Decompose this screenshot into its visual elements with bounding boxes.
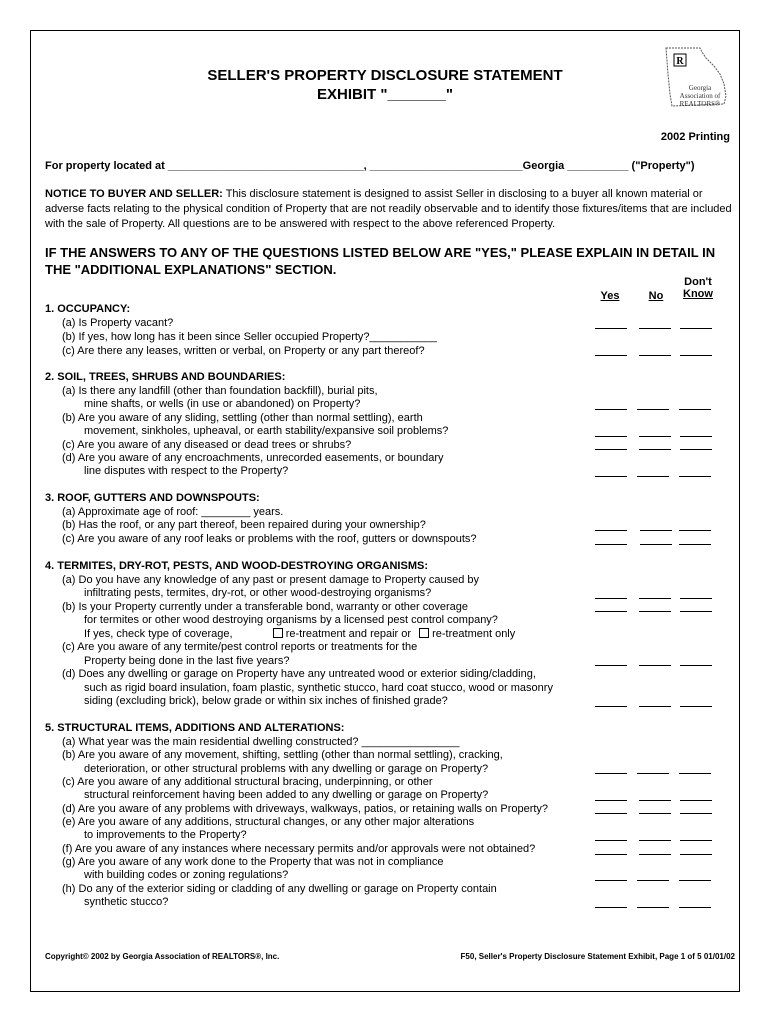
answer-4b-dont-know[interactable] xyxy=(680,611,712,612)
answer-1a-yes[interactable] xyxy=(595,328,627,329)
dont-know-column-header: Don't Know xyxy=(683,276,713,300)
question-5e-line1: (e) Are you aware of any additions, structural changes, or any other major alterations xyxy=(62,816,475,828)
question-5g-line1: (g) Are you aware of any work done to the Property that was not in compliance xyxy=(62,856,444,868)
question-4c-line2: Property being done in the last five years? xyxy=(84,655,290,667)
question-1b: (b) If yes, how long has it been since Seller occupied Property?___________ xyxy=(62,331,437,343)
instruction-heading: IF THE ANSWERS TO ANY OF THE QUESTIONS LISTED BELOW ARE "YES," PLEASE EXPLAIN IN DETAIL IN THE "ADDITIONAL EXPLANATIONS" SECTION. xyxy=(45,245,716,277)
section-termites-title: 4. TERMITES, DRY-ROT, PESTS, AND WOOD-DESTROYING ORGANISMS: xyxy=(45,560,428,572)
answer-5c-dont-know[interactable] xyxy=(680,800,712,801)
answer-1a-no[interactable] xyxy=(639,328,671,329)
question-4d-line2: such as rigid board insulation, foam plastic, synthetic stucco, hard coat stucco, wood or masonry xyxy=(84,682,553,694)
retreatment-repair-checkbox[interactable] xyxy=(273,628,283,638)
coverage-label: If yes, check type of coverage, xyxy=(84,628,233,640)
question-2d-line2: line disputes with respect to the Property? xyxy=(84,465,289,477)
property-line xyxy=(45,160,695,172)
page-info-footer: F50, Seller's Property Disclosure Statement Exhibit, Page 1 of 5 01/01/02 xyxy=(460,952,735,961)
question-2d-line1: (d) Are you aware of any encroachments, unrecorded easements, or boundary xyxy=(62,452,444,464)
question-2c: (c) Are you aware of any diseased or dead trees or shrubs? xyxy=(62,439,352,451)
question-4b-line2: for termites or other wood destroying organisms by a licensed pest control company? xyxy=(84,614,498,626)
question-2a-line1: (a) Is there any landfill (other than foundation backfill), burial pits, xyxy=(62,385,378,397)
answer-4a-dont-know[interactable] xyxy=(680,598,712,599)
answer-5c-yes[interactable] xyxy=(595,800,627,801)
section-occupancy-title: 1. OCCUPANCY: xyxy=(45,303,131,315)
answer-2a-yes[interactable] xyxy=(595,409,627,410)
question-5e-line2: to improvements to the Property? xyxy=(84,829,247,841)
question-5d: (d) Are you aware of any problems with driveways, walkways, patios, or retaining walls on Property? xyxy=(62,803,549,815)
answer-2a-dont-know[interactable] xyxy=(679,409,711,410)
notice-label: NOTICE TO BUYER AND SELLER: xyxy=(45,188,223,200)
answer-5d-yes[interactable] xyxy=(595,813,627,814)
question-5c-line1: (c) Are you aware of any additional structural bracing, underpinning, or other xyxy=(62,776,433,788)
answer-5h-dont-know[interactable] xyxy=(679,907,711,908)
copyright-footer: Copyright© 2002 by Georgia Association of REALTORS®, Inc. xyxy=(45,952,280,961)
answer-5d-dont-know[interactable] xyxy=(680,813,712,814)
notice-paragraph xyxy=(45,187,735,232)
answer-5b-yes[interactable] xyxy=(595,773,627,774)
answer-2c-dont-know[interactable] xyxy=(680,449,712,450)
yes-column-header: Yes xyxy=(600,290,620,302)
property-label: For property located at xyxy=(45,160,165,172)
answer-4d-dont-know[interactable] xyxy=(680,706,712,707)
question-2a-line2: mine shafts, or wells (in use or abandoned) on Property? xyxy=(84,398,361,410)
answer-3b-no[interactable] xyxy=(640,530,672,531)
question-2b-line2: movement, sinkholes, upheaval, or earth stability/expansive soil problems? xyxy=(84,425,449,437)
logo-text: Georgia Association of REALTORS® xyxy=(679,84,721,108)
answer-4b-no[interactable] xyxy=(639,611,671,612)
question-4b-line1: (b) Is your Property currently under a transferable bond, warranty or other coverage xyxy=(62,601,468,613)
question-4b-coverage xyxy=(84,628,515,640)
answer-2b-yes[interactable] xyxy=(595,436,627,437)
answer-5h-yes[interactable] xyxy=(595,907,627,908)
question-2b-line1: (b) Are you aware of any sliding, settling (other than normal settling), earth xyxy=(62,412,423,424)
answer-5f-no[interactable] xyxy=(639,854,671,855)
answer-1a-dont-know[interactable] xyxy=(680,328,712,329)
answer-4c-dont-know[interactable] xyxy=(680,665,712,666)
answer-5h-no[interactable] xyxy=(637,907,669,908)
question-5a: (a) What year was the main residential dwelling constructed? ________________ xyxy=(62,736,460,748)
answer-2b-no[interactable] xyxy=(639,436,671,437)
answer-4b-yes[interactable] xyxy=(595,611,627,612)
answer-2c-no[interactable] xyxy=(639,449,671,450)
no-column-header: No xyxy=(648,290,664,302)
answer-2d-dont-know[interactable] xyxy=(679,476,711,477)
answer-4d-yes[interactable] xyxy=(595,706,627,707)
answer-1c-yes[interactable] xyxy=(595,355,627,356)
question-4a-line1: (a) Do you have any knowledge of any past or present damage to Property caused by xyxy=(62,574,480,586)
question-5h-line2: synthetic stucco? xyxy=(84,896,169,908)
printing-date: 2002 Printing xyxy=(660,131,730,143)
section-soil-title: 2. SOIL, TREES, SHRUBS AND BOUNDARIES: xyxy=(45,371,286,383)
answer-5f-dont-know[interactable] xyxy=(680,854,712,855)
answer-3c-yes[interactable] xyxy=(595,544,627,545)
svg-text:R: R xyxy=(676,56,684,67)
notice-text: This disclosure statement is designed to assist Seller in disclosing to a buyer all known material or adverse facts relating to the physical condition of Property that are not readily observable and to identify those fixtures/items that are included with the sale of Property. All questions are to be answered with respect to the above referenced Property. xyxy=(45,188,732,230)
answer-2c-yes[interactable] xyxy=(595,449,627,450)
question-5h-line1: (h) Do any of the exterior siding or cladding of any dwelling or garage on Property contain xyxy=(62,883,497,895)
question-1a: (a) Is Property vacant? xyxy=(62,317,174,329)
retreatment-repair-label: re-treatment and repair or xyxy=(285,628,412,640)
answer-3b-yes[interactable] xyxy=(595,530,627,531)
question-4c-line1: (c) Are you aware of any termite/pest control reports or treatments for the xyxy=(62,641,418,653)
answer-5f-yes[interactable] xyxy=(595,854,627,855)
answer-2b-dont-know[interactable] xyxy=(680,436,712,437)
question-5c-line2: structural reinforcement having been added to any dwelling or garage on Property? xyxy=(84,789,489,801)
answer-3c-no[interactable] xyxy=(640,544,672,545)
answer-4a-yes[interactable] xyxy=(595,598,627,599)
answer-5e-dont-know[interactable] xyxy=(680,840,712,841)
answer-5e-yes[interactable] xyxy=(595,840,627,841)
exhibit-title: EXHIBIT "_______" xyxy=(317,86,453,103)
question-4d-line3: siding (excluding brick), below grade or within six inches of finished grade? xyxy=(84,695,448,707)
answer-5e-no[interactable] xyxy=(639,840,671,841)
answer-4d-no[interactable] xyxy=(639,706,671,707)
section-roof-title: 3. ROOF, GUTTERS AND DOWNSPOUTS: xyxy=(45,492,260,504)
question-3a: (a) Approximate age of roof: ________ years. xyxy=(62,506,284,518)
answer-5g-yes[interactable] xyxy=(595,880,627,881)
question-5f: (f) Are you aware of any instances where necessary permits and/or approvals were not obtained? xyxy=(62,843,536,855)
question-4a-line2: infiltrating pests, termites, dry-rot, or other wood-destroying organisms? xyxy=(84,587,432,599)
retreatment-only-checkbox[interactable] xyxy=(419,628,429,638)
answer-1c-no[interactable] xyxy=(639,355,671,356)
answer-1c-dont-know[interactable] xyxy=(680,355,712,356)
question-5b-line1: (b) Are you aware of any movement, shifting, settling (other than normal settling), cracking, xyxy=(62,749,503,761)
question-3c: (c) Are you aware of any roof leaks or problems with the roof, gutters or downspouts? xyxy=(62,533,477,545)
answer-3c-dont-know[interactable] xyxy=(679,544,711,545)
answer-5d-no[interactable] xyxy=(639,813,671,814)
question-1c: (c) Are there any leases, written or verbal, on Property or any part thereof? xyxy=(62,345,425,357)
property-address-field[interactable]: ________________________________, _________________________Georgia __________ ("Property") xyxy=(167,160,695,172)
answer-5b-dont-know[interactable] xyxy=(679,773,711,774)
question-3b: (b) Has the roof, or any part thereof, been repaired during your ownership? xyxy=(62,519,426,531)
answer-4a-no[interactable] xyxy=(639,598,671,599)
section-structural-title: 5. STRUCTURAL ITEMS, ADDITIONS AND ALTERATIONS: xyxy=(45,722,345,734)
question-5b-line2: deterioration, or other structural problems with any dwelling or garage on Property? xyxy=(84,763,489,775)
answer-5g-dont-know[interactable] xyxy=(679,880,711,881)
answer-2d-yes[interactable] xyxy=(595,476,627,477)
answer-5b-no[interactable] xyxy=(637,773,669,774)
answer-2a-no[interactable] xyxy=(637,409,669,410)
retreatment-only-label: re-treatment only xyxy=(432,628,516,640)
answer-2d-no[interactable] xyxy=(637,476,669,477)
answer-4c-no[interactable] xyxy=(639,665,671,666)
answer-5g-no[interactable] xyxy=(637,880,669,881)
answer-3b-dont-know[interactable] xyxy=(679,530,711,531)
answer-4c-yes[interactable] xyxy=(595,665,627,666)
question-5g-line2: with building codes or zoning regulations? xyxy=(84,869,289,881)
answer-5c-no[interactable] xyxy=(639,800,671,801)
page-title: SELLER'S PROPERTY DISCLOSURE STATEMENT xyxy=(207,67,563,84)
question-4d-line1: (d) Does any dwelling or garage on Property have any untreated wood or exterior siding/cladding, xyxy=(62,668,536,680)
georgia-realtors-logo xyxy=(662,44,734,120)
